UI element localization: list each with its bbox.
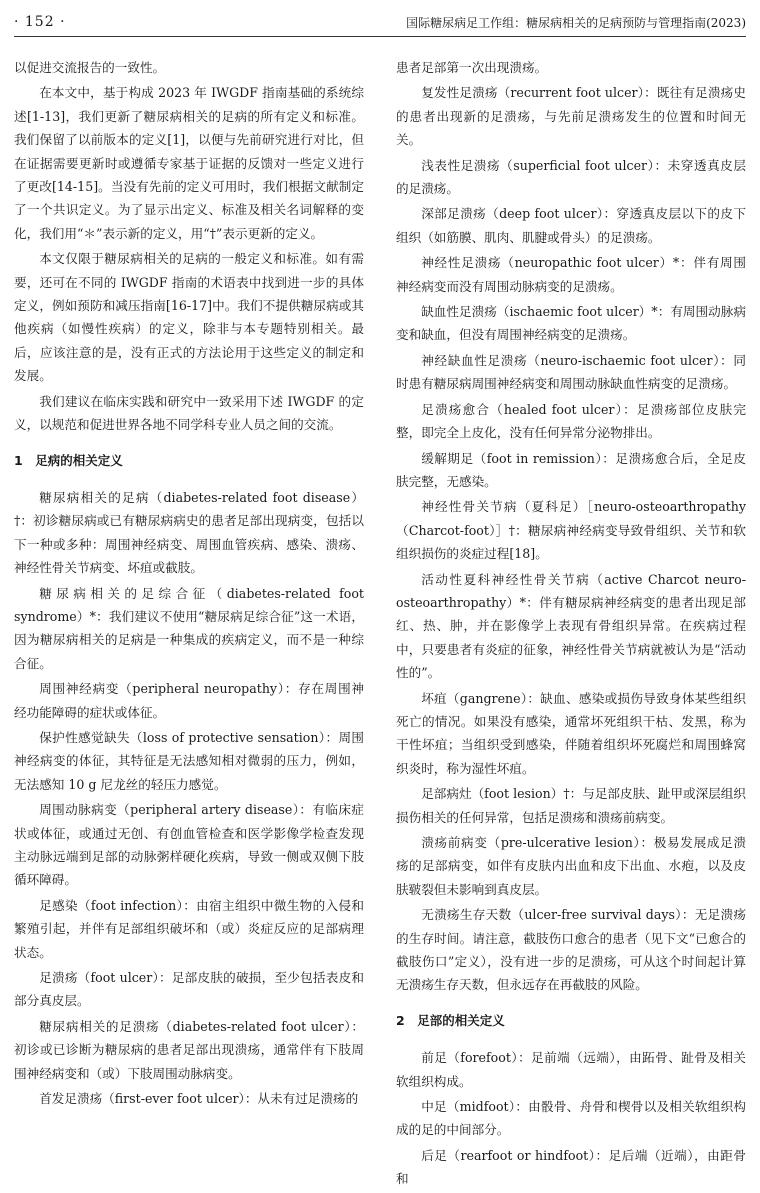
definition-paragraph: 足感染（foot infection）：由宿主组织中微生物的入侵和繁殖引起，并伴有足部组织破坏和（或）炎症反应的足部病理状态。 <box>14 897 364 960</box>
definition-paragraph: 前足（forefoot）：足前端（远端），由跖骨、趾骨及相关软组织构成。 <box>396 1050 746 1089</box>
left-column <box>14 56 364 1112</box>
definition-paragraph: 足部病灶（foot lesion）†：与足部皮肤、趾甲或深层组织损伤相关的任何异常，包括足溃疡和溃疡前病变。 <box>396 786 746 825</box>
section-heading: 2 足部的相关定义 <box>396 1012 505 1028</box>
definition-paragraph: 后足（rearfoot or hindfoot）：足后端（近端），由距骨和 <box>396 1147 746 1187</box>
definition-paragraph: 保护性感觉缺失（loss of protective sensation）：周围神经病变的体征，其特征是无法感知相对微弱的压力，例如，无法感知 10 g 尼龙丝的轻压力感觉。 <box>14 729 364 792</box>
definition-paragraph: 糖尿病相关的足溃疡（diabetes-related foot ulcer）：初诊或已诊断为糖尿病的患者足部出现溃疡，通常伴有下肢周围神经病变和（或）下肢周围动脉病变。 <box>14 1018 364 1081</box>
section-heading: 1 足病的相关定义 <box>14 452 123 468</box>
definition-paragraph: 足溃疡愈合（healed foot ulcer）：足溃疡部位皮肤完整，即完全上皮化，没有任何异常分泌物排出。 <box>396 401 746 441</box>
page-number: · 152 · <box>14 14 66 30</box>
definition-paragraph: 首发足溃疡（first-ever foot ulcer）：从未有过足溃疡的 <box>39 1091 359 1107</box>
paragraph: 本文仅限于糖尿病相关的足病的一般定义和标准。如有需要，还可在不同的 IWGDF 指南的术语表中找到进一步的具体定义，例如预防和减压指南[16-17]中。我们不提供糖尿病或其他疾病（如慢性疾病）的定义，除非与本专题特别相关。最后，应该注意的是，没有正式的方法论用于这些定义的制定和发展。 <box>14 251 364 384</box>
definition-paragraph: 深部足溃疡（deep foot ulcer）：穿透真皮层以下的皮下组织（如筋膜、肌肉、肌腱或骨头）的足溃疡。 <box>396 206 746 245</box>
definition-paragraph: 周围动脉病变（peripheral artery disease）：有临床症状或体征，或通过无创、有创血管检查和医学影像学检查发现主动脉远端到足部的动脉粥样硬化疾病，导致一侧或双侧下肢循环障碍。 <box>14 802 364 888</box>
paragraph: 在本文中，基于构成 2023 年 IWGDF 指南基础的系统综述[1-13]，我们更新了糖尿病相关的足病的所有定义和标准。我们保留了以前版本的定义[1]，以便与先前研究进行对比，但在证据需要更新时或遵循专家基于证据的反馈对一些定义进行了更改[14-15]。当没有先前的定义可用时，我们根据文献制定了一个共识定义。为了显示出定义、标准及相关名词解释的变化，我们用“＊”表示新的定义，用“†”表示更新的定义。 <box>14 85 364 241</box>
definition-paragraph: 坏疽（gangrene）：缺血、感染或损伤导致身体某些组织死亡的情况。如果没有感染，通常坏死组织干枯、发黑，称为干性坏疽；当组织受到感染，伴随着组织坏死腐烂和周围蜂窝织炎时，称为湿性坏疽。 <box>396 690 746 776</box>
right-column <box>396 56 746 1193</box>
paragraph: 以促进交流报告的一致性。 <box>14 60 166 75</box>
definition-paragraph: 活动性夏科神经性骨关节病（active Charcot neuro-osteoarthropathy）*：伴有糖尿病神经病变的患者出现足部红、热、肿，并在影像学上表现有骨组织异常。在疾病过程中，只要患者有炎症的征象，神经性骨关节病就被认为是“活动性的”。 <box>396 571 746 681</box>
running-title: 国际糖尿病足工作组：糖尿病相关的足病预防与管理指南(2023) <box>406 15 746 30</box>
page-header <box>14 8 746 37</box>
definition-paragraph: 缺血性足溃疡（ischaemic foot ulcer）*：有周围动脉病变和缺血，但没有周围神经病变的足溃疡。 <box>396 304 746 343</box>
paragraph: 患者足部第一次出现溃疡。 <box>396 60 548 75</box>
definition-paragraph: 足溃疡（foot ulcer）：足部皮肤的破损，至少包括表皮和部分真皮层。 <box>14 970 364 1009</box>
definition-paragraph: 周围神经病变（peripheral neuropathy）：存在周围神经功能障碍的症状或体征。 <box>14 681 364 720</box>
definition-paragraph: 溃疡前病变（pre-ulcerative lesion）：极易发展成足溃疡的足部病变，如伴有皮肤内出血和皮下出血、水疱，以及皮肤皲裂但未影响到真皮层。 <box>396 835 746 897</box>
definition-paragraph: 复发性足溃疡（recurrent foot ulcer）：既往有足溃疡史的患者出现新的足溃疡，与先前足溃疡发生的位置和时间无关。 <box>396 85 746 148</box>
definition-paragraph: 糖尿病相关的足综合征（diabetes-related foot syndrome）*：我们建议不使用“糖尿病足综合征”这一术语，因为糖尿病相关的足病是一种集成的疾病定义，而不是一种综合征。 <box>14 585 364 671</box>
definition-paragraph: 神经性足溃疡（neuropathic foot ulcer）*：伴有周围神经病变而没有周围动脉病变的足溃疡。 <box>396 255 746 294</box>
definition-paragraph: 浅表性足溃疡（superficial foot ulcer）：未穿透真皮层的足溃疡。 <box>396 157 746 197</box>
definition-paragraph: 中足（midfoot）：由骰骨、舟骨和楔骨以及相关软组织构成的足的中间部分。 <box>396 1099 746 1138</box>
definition-paragraph: 无溃疡生存天数（ulcer-free survival days）：无足溃疡的生存时间。请注意，截肢伤口愈合的患者（见下文“已愈合的截肢伤口”定义），没有进一步的足溃疡，可从这个时间起计算无溃疡生存天数，但永远存在再截肢的风险。 <box>396 907 746 993</box>
definition-paragraph: 缓解期足（foot in remission）：足溃疡愈合后，全足皮肤完整，无感染。 <box>396 450 746 489</box>
definition-paragraph: 糖尿病相关的足病（diabetes-related foot disease）†：初诊糖尿病或已有糖尿病病史的患者足部出现病变，包括以下一种或多种：周围神经病变、周围血管疾病、感染、溃疡、神经性骨关节病变、坏疽或截肢。 <box>14 489 364 576</box>
paragraph: 我们建议在临床实践和研究中一致采用下述 IWGDF 的定义，以规范和促进世界各地不同学科专业人员之间的交流。 <box>14 393 364 433</box>
definition-paragraph: 神经缺血性足溃疡（neuro-ischaemic foot ulcer）：同时患有糖尿病周围神经病变和周围动脉缺血性病变的足溃疡。 <box>396 352 746 392</box>
definition-paragraph: 神经性骨关节病（夏科足）［neuro-osteoarthropathy（Charcot-foot）］†：糖尿病神经病变导致骨组织、关节和软组织损伤的炎症过程[18]。 <box>396 499 746 562</box>
